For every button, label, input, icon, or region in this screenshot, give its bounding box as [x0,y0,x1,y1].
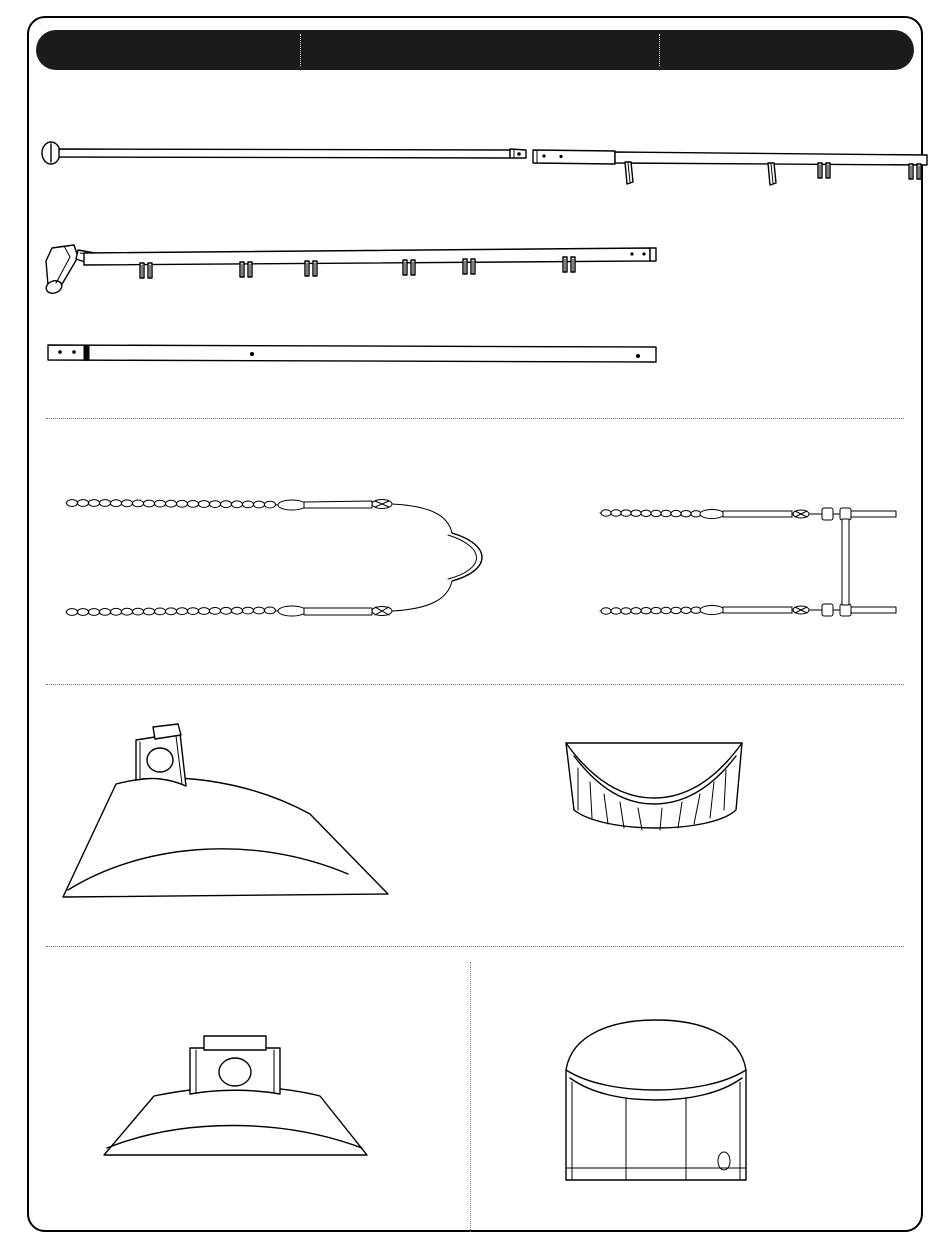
curved-shell-right [560,738,750,863]
header-divider-1 [300,34,301,66]
section-divider-2 [46,684,904,685]
section-divider-3 [46,946,904,947]
straight-bar [46,340,658,370]
h-shaped-cable-assembly [596,495,906,635]
rail-tube-with-clips-right [530,140,930,200]
bracket-panel-left [48,722,398,912]
canopy-enclosure [558,1018,754,1198]
bracket-panel-front [62,1030,402,1165]
u-shaped-cable-assembly [60,485,590,645]
section-divider-1 [46,418,904,419]
header-divider-2 [659,34,660,66]
rail-tube-with-clips-left [44,235,659,305]
section-vertical-divider [470,962,471,1232]
long-pole-with-end-cap [40,135,530,180]
header-bar [36,30,914,70]
